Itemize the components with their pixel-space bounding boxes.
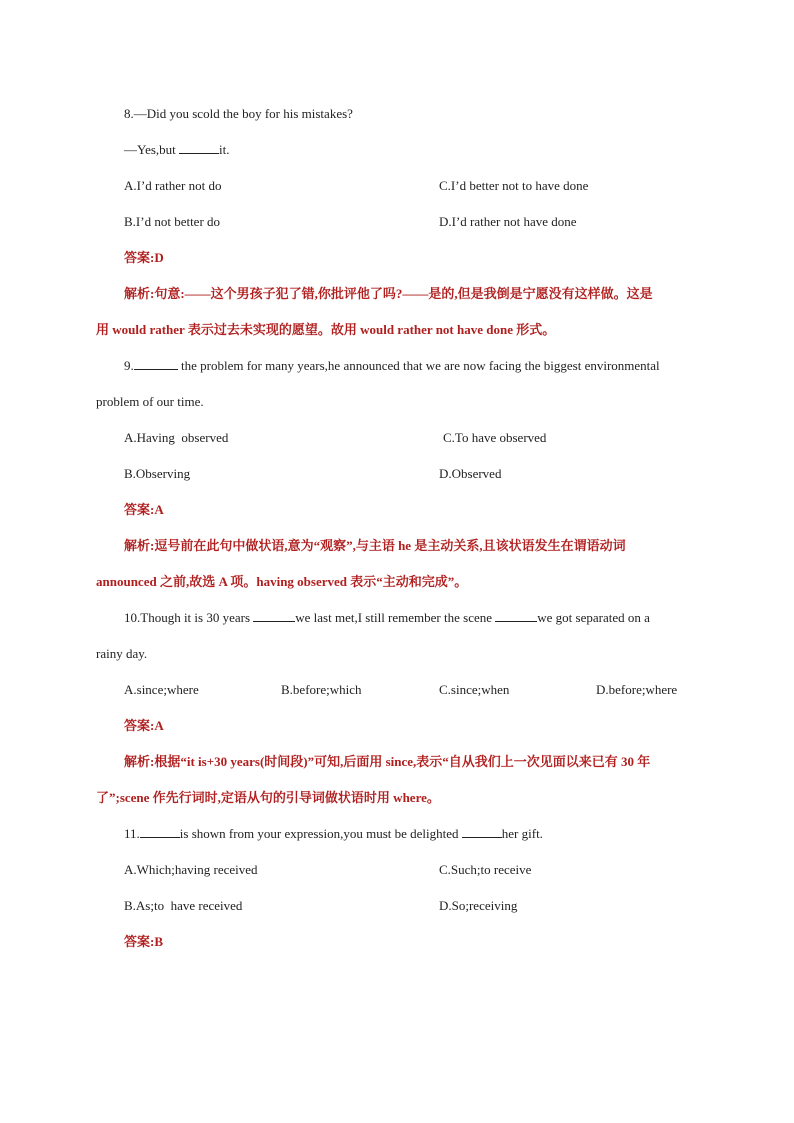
q11-number: 11. (124, 826, 140, 841)
q10-stem-line2: rainy day. (96, 646, 148, 661)
q10-option-b: B.before;which (281, 682, 362, 697)
q11-option-c: C.Such;to receive (439, 862, 532, 877)
q10-option-a: A.since;where (124, 682, 199, 697)
q9-stem-line2: problem of our time. (96, 394, 204, 409)
answer-blank (140, 826, 180, 838)
q8-reply-post: it. (219, 142, 230, 157)
q10-stem-line1 (124, 610, 650, 626)
q10-stem-part1: 10.Though it is 30 years (124, 610, 254, 625)
q10-explanation-line2: 了”;scene 作先行词时,定语从句的引导词做状语时用 where。 (96, 790, 440, 805)
answer-blank (179, 142, 219, 154)
q9-option-c: C.To have observed (443, 430, 547, 445)
q11-stem-part2: her gift. (501, 826, 543, 841)
q9-answer: 答案:A (124, 502, 164, 517)
q10-option-d: D.before;where (596, 682, 678, 697)
q9-option-d: D.Observed (439, 466, 502, 481)
answer-blank (253, 610, 295, 622)
answer-blank (495, 610, 537, 622)
q8-explanation-line1: 解析:句意:——这个男孩子犯了错,你批评他了吗?——是的,但是我倒是宁愿没有这样做。这是 (124, 286, 653, 301)
q8-stem: 8.—Did you scold the boy for his mistakes? (124, 106, 353, 121)
q10-stem-part3: we got separated on a (537, 610, 650, 625)
q10-stem-part2: we last met,I still remember the scene (295, 610, 496, 625)
q8-explanation-line2: 用 would rather 表示过去未实现的愿望。故用 would rather not have done 形式。 (96, 322, 556, 337)
q11-option-b: B.As;to have received (124, 898, 243, 913)
q9-option-b: B.Observing (124, 466, 191, 481)
q8-option-d: D.I’d rather not have done (439, 214, 577, 229)
answer-blank (462, 826, 502, 838)
q8-reply-pre: —Yes,but (124, 142, 180, 157)
q9-explanation-line2: announced 之前,故选 A 项。having observed 表示“主动和完成”。 (96, 574, 468, 589)
q11-answer: 答案:B (124, 934, 164, 949)
q10-explanation-line1: 解析:根据“it is+30 years(时间段)”可知,后面用 since,表示“自从我们上一次见面以来已有 30 年 (124, 754, 651, 769)
q9-number: 9. (124, 358, 134, 373)
q11-option-d: D.So;receiving (439, 898, 518, 913)
q8-option-a: A.I’d rather not do (124, 178, 222, 193)
q8-reply (124, 142, 230, 158)
q9-option-a: A.Having observed (124, 430, 229, 445)
q10-answer: 答案:A (124, 718, 164, 733)
q10-option-c: C.since;when (439, 682, 510, 697)
q11-stem-part1: is shown from your expression,you must be delighted (179, 826, 462, 841)
q11-stem (124, 826, 543, 842)
q11-option-a: A.Which;having received (124, 862, 258, 877)
q9-explanation-line1: 解析:逗号前在此句中做状语,意为“观察”,与主语 he 是主动关系,且该状语发生在谓语动词 (124, 538, 626, 553)
q9-stem-line1 (124, 358, 660, 374)
q8-option-c: C.I’d better not to have done (439, 178, 589, 193)
q8-answer: 答案:D (124, 250, 164, 265)
q9-stem-text: the problem for many years,he announced that we are now facing the biggest environmental (177, 358, 660, 373)
answer-blank (134, 358, 178, 370)
q8-option-b: B.I’d not better do (124, 214, 221, 229)
